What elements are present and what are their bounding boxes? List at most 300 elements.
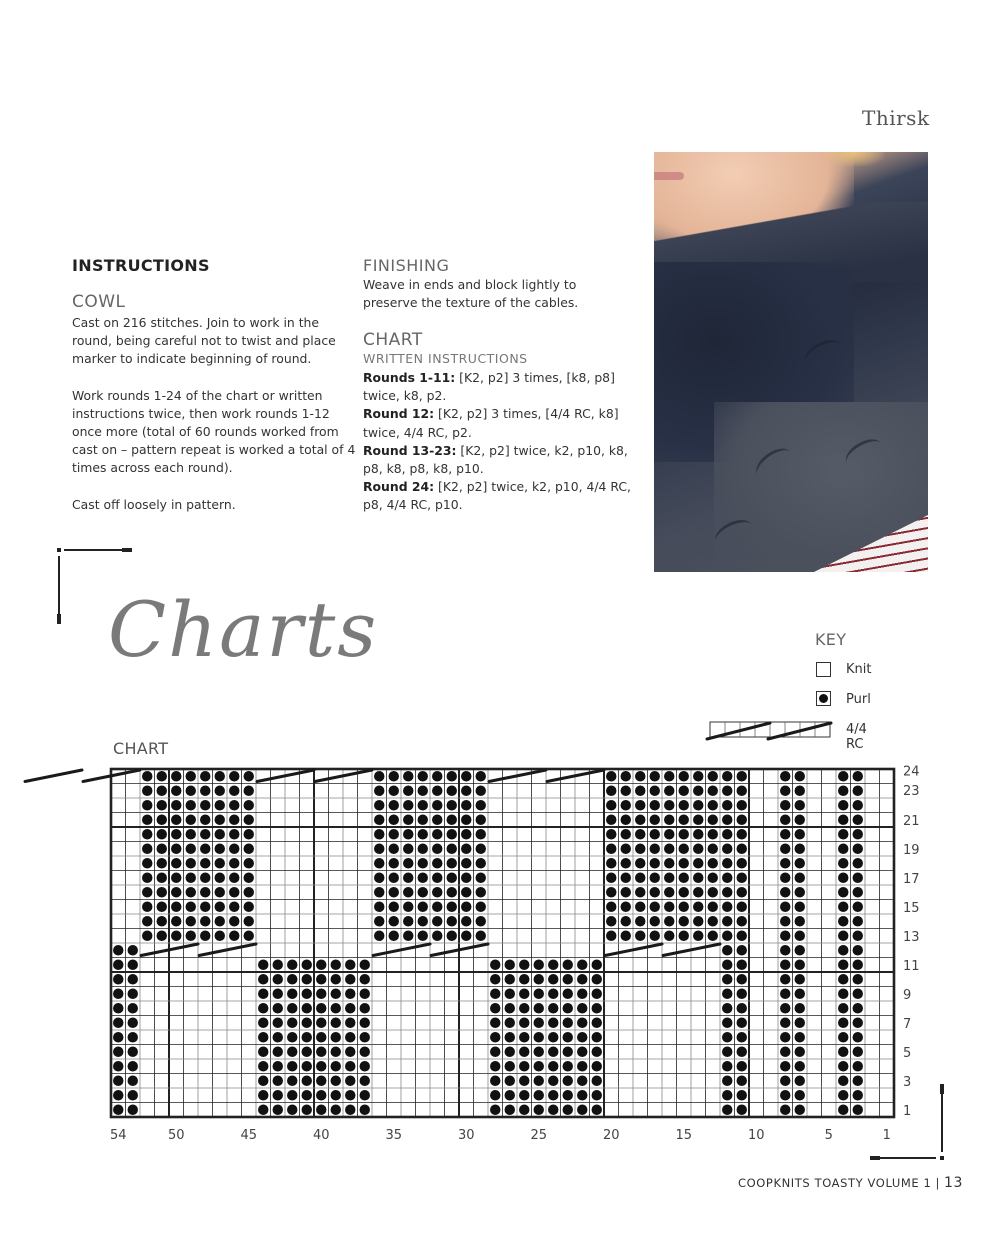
column-number: 35	[385, 1128, 403, 1143]
purl-stitch	[113, 1003, 123, 1013]
purl-stitch	[273, 974, 283, 984]
purl-stitch	[215, 815, 225, 825]
purl-stitch	[679, 902, 689, 912]
purl-stitch	[650, 887, 660, 897]
purl-stitch	[606, 844, 616, 854]
purl-stitch	[128, 1061, 138, 1071]
purl-stitch	[287, 974, 297, 984]
purl-stitch	[200, 829, 210, 839]
purl-stitch	[273, 960, 283, 970]
purl-stitch	[316, 1105, 326, 1115]
round-text: [K2, p2] 3 times, [4/4 RC, k8] twice, 4/4 RC, p2.	[363, 406, 619, 440]
purl-stitch	[664, 800, 674, 810]
purl-stitch	[389, 829, 399, 839]
purl-stitch	[273, 1061, 283, 1071]
purl-stitch	[273, 1018, 283, 1028]
purl-stitch	[128, 945, 138, 955]
footer-separator: |	[935, 1176, 940, 1190]
purl-stitch	[853, 1003, 863, 1013]
purl-stitch	[229, 800, 239, 810]
purl-stitch	[244, 931, 254, 941]
purl-stitch	[244, 844, 254, 854]
purl-stitch	[476, 873, 486, 883]
purl-stitch	[635, 858, 645, 868]
purl-stitch	[838, 989, 848, 999]
purl-stitch	[171, 931, 181, 941]
purl-stitch	[853, 989, 863, 999]
purl-stitch	[476, 916, 486, 926]
purl-stitch	[635, 931, 645, 941]
purl-stitch	[157, 887, 167, 897]
purl-stitch	[287, 1003, 297, 1013]
purl-stitch	[476, 902, 486, 912]
purl-stitch	[171, 844, 181, 854]
purl-stitch	[737, 902, 747, 912]
purl-stitch	[664, 771, 674, 781]
purl-stitch	[722, 887, 732, 897]
purl-stitch	[780, 1003, 790, 1013]
purl-stitch	[403, 815, 413, 825]
purl-stitch	[302, 1047, 312, 1057]
purl-stitch	[693, 931, 703, 941]
purl-stitch	[853, 858, 863, 868]
purl-stitch	[795, 1032, 805, 1042]
purl-stitch	[186, 858, 196, 868]
purl-stitch	[418, 873, 428, 883]
purl-stitch	[621, 858, 631, 868]
purl-stitch	[679, 786, 689, 796]
purl-stitch	[447, 916, 457, 926]
charts-title: Charts	[108, 585, 379, 674]
purl-stitch	[490, 974, 500, 984]
purl-stitch	[215, 873, 225, 883]
purl-stitch	[171, 916, 181, 926]
purl-stitch	[316, 1090, 326, 1100]
purl-stitch	[244, 887, 254, 897]
purl-stitch	[621, 916, 631, 926]
purl-stitch	[635, 815, 645, 825]
purl-stitch	[302, 1018, 312, 1028]
purl-stitch	[737, 931, 747, 941]
purl-stitch	[374, 815, 384, 825]
purl-stitch	[737, 815, 747, 825]
purl-stitch	[592, 1061, 602, 1071]
purl-stitch	[229, 931, 239, 941]
purl-stitch	[331, 1105, 341, 1115]
purl-stitch	[592, 974, 602, 984]
purl-stitch	[577, 1105, 587, 1115]
purl-stitch	[215, 887, 225, 897]
purl-stitch	[650, 858, 660, 868]
purl-stitch	[853, 873, 863, 883]
purl-stitch	[548, 1061, 558, 1071]
purl-stitch	[606, 902, 616, 912]
purl-stitch	[505, 1003, 515, 1013]
purl-stitch	[722, 1032, 732, 1042]
purl-stitch	[345, 1003, 355, 1013]
purl-stitch	[505, 1032, 515, 1042]
purl-stitch	[302, 1061, 312, 1071]
purl-stitch	[708, 873, 718, 883]
purl-stitch	[853, 844, 863, 854]
purl-stitch	[345, 960, 355, 970]
purl-stitch	[505, 1047, 515, 1057]
purl-stitch	[244, 873, 254, 883]
purl-stitch	[389, 786, 399, 796]
purl-stitch	[360, 1076, 370, 1086]
purl-stitch	[432, 916, 442, 926]
purl-stitch	[186, 873, 196, 883]
purl-stitch	[461, 873, 471, 883]
purl-stitch	[128, 974, 138, 984]
purl-stitch	[563, 1061, 573, 1071]
purl-stitch	[345, 1090, 355, 1100]
purl-stitch	[722, 931, 732, 941]
purl-stitch	[200, 858, 210, 868]
purl-stitch	[432, 844, 442, 854]
purl-stitch	[853, 1090, 863, 1100]
purl-stitch	[389, 887, 399, 897]
purl-stitch	[113, 945, 123, 955]
purl-stitch	[534, 1061, 544, 1071]
purl-stitch	[853, 1018, 863, 1028]
purl-stitch	[679, 931, 689, 941]
round-label: Round 12:	[363, 406, 435, 422]
purl-stitch	[592, 989, 602, 999]
purl-stitch	[577, 1076, 587, 1086]
purl-stitch	[142, 902, 152, 912]
purl-stitch	[853, 945, 863, 955]
column-number: 45	[240, 1128, 258, 1143]
purl-stitch	[606, 800, 616, 810]
key-label: Knit	[846, 662, 872, 677]
purl-stitch	[563, 1018, 573, 1028]
purl-stitch	[418, 786, 428, 796]
purl-stitch	[113, 989, 123, 999]
purl-stitch	[403, 931, 413, 941]
purl-stitch	[548, 1003, 558, 1013]
purl-stitch	[519, 989, 529, 999]
purl-stitch	[389, 858, 399, 868]
purl-stitch	[418, 815, 428, 825]
round-text: [K2, p2] twice, k2, p10, k8, p8, k8, p8, k8, p10.	[363, 442, 628, 477]
purl-stitch	[664, 931, 674, 941]
purl-stitch	[142, 815, 152, 825]
purl-stitch	[186, 902, 196, 912]
purl-stitch	[621, 800, 631, 810]
purl-stitch	[795, 960, 805, 970]
purl-stitch	[403, 829, 413, 839]
purl-stitch	[157, 844, 167, 854]
purl-stitch	[737, 844, 747, 854]
purl-stitch	[664, 786, 674, 796]
purl-stitch	[838, 1090, 848, 1100]
purl-stitch	[722, 800, 732, 810]
purl-stitch	[374, 858, 384, 868]
purl-stitch	[838, 1076, 848, 1086]
purl-stitch	[693, 873, 703, 883]
purl-stitch	[795, 902, 805, 912]
purl-stitch	[679, 800, 689, 810]
purl-stitch	[606, 858, 616, 868]
purl-stitch	[519, 1076, 529, 1086]
purl-stitch	[113, 960, 123, 970]
purl-stitch	[273, 989, 283, 999]
purl-stitch	[113, 1105, 123, 1115]
purl-stitch	[360, 1090, 370, 1100]
column-number: 5	[824, 1128, 833, 1143]
purl-stitch	[606, 771, 616, 781]
purl-stitch	[795, 858, 805, 868]
purl-stitch	[621, 815, 631, 825]
purl-stitch	[403, 844, 413, 854]
purl-stitch	[331, 974, 341, 984]
purl-stitch	[258, 960, 268, 970]
purl-stitch	[650, 902, 660, 912]
purl-stitch	[215, 786, 225, 796]
purl-stitch	[476, 844, 486, 854]
purl-stitch	[853, 887, 863, 897]
purl-stitch	[853, 916, 863, 926]
column-number: 50	[167, 1128, 185, 1143]
purl-stitch	[737, 887, 747, 897]
purl-stitch	[838, 887, 848, 897]
purl-stitch	[795, 815, 805, 825]
purl-stitch	[708, 916, 718, 926]
purl-stitch	[476, 887, 486, 897]
row-number: 19	[903, 842, 920, 858]
purl-stitch	[476, 786, 486, 796]
purl-stitch	[708, 887, 718, 897]
purl-stitch	[737, 989, 747, 999]
purl-stitch	[795, 844, 805, 854]
purl-stitch	[577, 1018, 587, 1028]
purl-stitch	[722, 974, 732, 984]
purl-stitch	[519, 1032, 529, 1042]
purl-stitch	[273, 1032, 283, 1042]
purl-stitch	[795, 989, 805, 999]
purl-stitch	[186, 800, 196, 810]
purl-stitch	[737, 960, 747, 970]
purl-stitch	[722, 1003, 732, 1013]
purl-stitch	[635, 800, 645, 810]
purl-stitch	[432, 931, 442, 941]
cowl-paragraph: Cast off loosely in pattern.	[72, 496, 236, 512]
purl-stitch	[331, 1032, 341, 1042]
purl-stitch	[128, 1105, 138, 1115]
purl-stitch	[142, 771, 152, 781]
purl-stitch	[461, 931, 471, 941]
purl-stitch	[244, 800, 254, 810]
purl-stitch	[708, 771, 718, 781]
purl-stitch	[650, 771, 660, 781]
purl-stitch	[128, 989, 138, 999]
purl-stitch	[244, 858, 254, 868]
purl-stitch	[664, 902, 674, 912]
purl-stitch	[505, 1061, 515, 1071]
purl-stitch	[577, 1003, 587, 1013]
round-label: Rounds 1-11:	[363, 370, 456, 385]
purl-stitch	[258, 974, 268, 984]
purl-stitch	[186, 829, 196, 839]
purl-stitch	[316, 974, 326, 984]
purl-stitch	[563, 1003, 573, 1013]
purl-stitch	[476, 931, 486, 941]
purl-stitch	[635, 916, 645, 926]
purl-stitch	[780, 1047, 790, 1057]
purl-stitch	[548, 960, 558, 970]
purl-stitch	[548, 1076, 558, 1086]
purl-stitch	[476, 800, 486, 810]
purl-stitch	[432, 858, 442, 868]
purl-stitch	[795, 1090, 805, 1100]
purl-stitch	[316, 1032, 326, 1042]
purl-stitch	[403, 916, 413, 926]
purl-stitch	[853, 1032, 863, 1042]
purl-stitch	[795, 771, 805, 781]
purl-stitch	[461, 887, 471, 897]
purl-stitch	[592, 1105, 602, 1115]
purl-stitch	[229, 829, 239, 839]
purl-stitch	[853, 931, 863, 941]
purl-stitch	[171, 771, 181, 781]
purl-stitch	[447, 902, 457, 912]
purl-stitch	[708, 815, 718, 825]
purl-stitch	[519, 974, 529, 984]
purl-stitch	[215, 931, 225, 941]
purl-stitch	[737, 1018, 747, 1028]
purl-stitch	[171, 902, 181, 912]
purl-stitch	[389, 771, 399, 781]
purl-stitch	[534, 974, 544, 984]
row-number: 11	[903, 958, 920, 974]
purl-stitch	[722, 916, 732, 926]
purl-stitch	[461, 786, 471, 796]
purl-stitch	[838, 1061, 848, 1071]
purl-stitch	[490, 1076, 500, 1086]
purl-stitch	[708, 858, 718, 868]
purl-stitch	[722, 829, 732, 839]
purl-stitch	[142, 931, 152, 941]
purl-stitch	[708, 786, 718, 796]
purl-stitch	[621, 771, 631, 781]
purl-stitch	[838, 829, 848, 839]
purl-stitch	[374, 916, 384, 926]
purl-stitch	[737, 1047, 747, 1057]
purl-stitch	[606, 887, 616, 897]
purl-stitch	[679, 844, 689, 854]
purl-stitch	[505, 960, 515, 970]
purl-stitch	[679, 771, 689, 781]
key-label: Purl	[846, 692, 871, 707]
purl-stitch	[128, 1076, 138, 1086]
purl-stitch	[215, 858, 225, 868]
purl-stitch	[418, 771, 428, 781]
purl-stitch	[780, 1018, 790, 1028]
purl-stitch	[853, 974, 863, 984]
purl-stitch	[273, 1090, 283, 1100]
purl-stitch	[780, 974, 790, 984]
purl-stitch	[432, 829, 442, 839]
purl-stitch	[737, 1105, 747, 1115]
purl-stitch	[157, 902, 167, 912]
purl-stitch	[780, 829, 790, 839]
purl-stitch	[838, 945, 848, 955]
round-text: [K2, p2] 3 times, [k8, p8] twice, k8, p2.	[363, 370, 615, 404]
purl-stitch	[273, 1076, 283, 1086]
purl-stitch	[722, 858, 732, 868]
purl-stitch	[432, 815, 442, 825]
purl-stitch	[693, 844, 703, 854]
purl-stitch	[606, 873, 616, 883]
purl-stitch	[592, 1018, 602, 1028]
purl-stitch	[389, 873, 399, 883]
purl-stitch	[853, 1047, 863, 1057]
purl-stitch	[432, 887, 442, 897]
purl-stitch	[244, 771, 254, 781]
purl-stitch	[461, 902, 471, 912]
purl-stitch	[838, 1018, 848, 1028]
purl-stitch	[476, 858, 486, 868]
purl-stitch	[548, 974, 558, 984]
row-number: 5	[903, 1045, 912, 1061]
purl-stitch	[780, 1105, 790, 1115]
purl-stitch	[519, 1047, 529, 1057]
purl-stitch	[258, 1105, 268, 1115]
purl-stitch	[534, 989, 544, 999]
purl-stitch	[592, 1090, 602, 1100]
purl-stitch	[258, 1076, 268, 1086]
purl-stitch	[360, 1105, 370, 1115]
purl-stitch	[200, 873, 210, 883]
purl-stitch	[287, 1047, 297, 1057]
purl-stitch	[447, 931, 457, 941]
purl-stitch	[548, 1032, 558, 1042]
purl-stitch	[838, 916, 848, 926]
purl-stitch	[490, 1003, 500, 1013]
purl-stitch	[229, 902, 239, 912]
purl-stitch	[258, 1032, 268, 1042]
purl-stitch	[113, 1076, 123, 1086]
purl-stitch	[360, 1003, 370, 1013]
cowl-paragraph: Cast on 216 stitches. Join to work in the round, being careful not to twist and place marker to indicate beginning of round.	[72, 315, 336, 367]
purl-stitch	[447, 786, 457, 796]
purl-stitch	[200, 815, 210, 825]
purl-stitch	[287, 1018, 297, 1028]
purl-stitch	[171, 858, 181, 868]
purl-stitch	[780, 960, 790, 970]
purl-stitch	[128, 1003, 138, 1013]
purl-stitch	[679, 815, 689, 825]
purl-stitch	[650, 873, 660, 883]
purl-stitch	[374, 931, 384, 941]
purl-stitch	[708, 931, 718, 941]
purl-stitch	[186, 931, 196, 941]
purl-stitch	[186, 771, 196, 781]
purl-stitch	[360, 1018, 370, 1028]
purl-stitch	[171, 873, 181, 883]
purl-stitch	[244, 902, 254, 912]
purl-stitch	[360, 960, 370, 970]
row-number: 1	[903, 1103, 912, 1119]
purl-stitch	[722, 844, 732, 854]
purl-stitch	[722, 1047, 732, 1057]
purl-stitch	[563, 960, 573, 970]
purl-stitch	[403, 771, 413, 781]
purl-stitch	[476, 815, 486, 825]
purl-stitch	[447, 858, 457, 868]
purl-stitch	[142, 829, 152, 839]
